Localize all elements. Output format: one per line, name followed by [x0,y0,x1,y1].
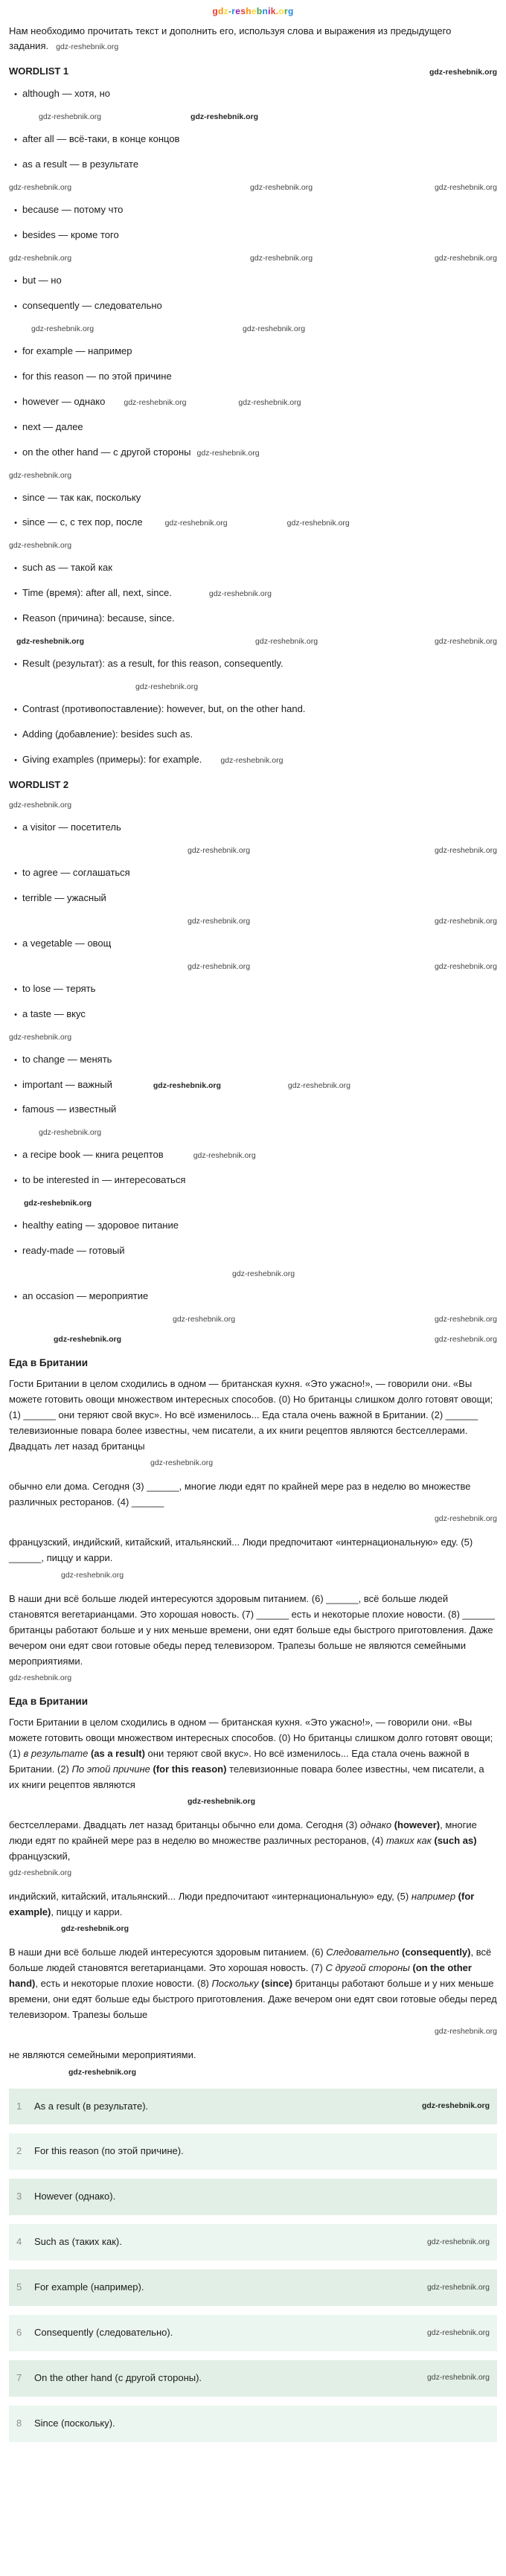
watermark: gdz-reshebnik.org [434,845,497,855]
answer-number: 6 [16,2326,22,2338]
wordlist-item [9,1219,497,1233]
food-answers-heading: Еда в Британии [9,1695,89,1707]
wordlist-item-label: since — с, с тех пор, после [22,516,143,528]
text-segment: (since) [261,1978,293,1990]
wordlist-item [9,203,497,217]
text-segment: (such as) [434,1835,477,1847]
watermark: gdz-reshebnik.org [153,1080,221,1090]
text-segment: Следовательно [326,1947,403,1958]
watermark: gdz-reshebnik.org [434,253,497,263]
wordlist-item-label: but — но [22,274,62,286]
wordlist-item [9,657,497,671]
answer-number: 2 [16,2145,22,2157]
text-segment: британцы работают больше и у них меньше времени, они едят больше еды быстрого приготовления. Даже вечером они едят свои готовые обеды перед телевизором. Трапезы больше [9,1978,497,2021]
bullet-icon: • [14,1010,17,1019]
answer-text: For this reason (по этой причине). [34,2145,184,2157]
bullet-icon: • [14,231,17,241]
bullet-icon: • [14,868,17,878]
watermark: gdz-reshebnik.org [287,1080,350,1090]
answer-row [9,2179,497,2215]
bullet-icon: • [14,347,17,356]
wordlist-item-label: terrible — ужасный [22,891,106,903]
watermark-row [9,2068,497,2077]
wordlist1-heading: WORDLIST 1 [9,65,69,77]
text-segment: французский, [9,1851,71,1862]
wordlist-item-label: healthy eating — здоровое питание [22,1220,179,1231]
answers-paragraph [9,1714,497,1792]
watermark: gdz-reshebnik.org [135,682,199,692]
wordlist-item [9,446,497,460]
answer-text: On the other hand (с другой стороны). [34,2371,202,2383]
bullet-icon: • [14,90,17,100]
watermark: gdz-reshebnik.org [68,2067,137,2077]
bullet-icon: • [14,372,17,382]
answer-row [9,2269,497,2306]
wordlist2-header [9,779,497,790]
wordlist-item [9,1148,497,1162]
bullet-icon: • [14,135,17,145]
watermark: gdz-reshebnik.org [238,397,301,407]
watermark: gdz-reshebnik.org [190,112,259,122]
wordlist-item [9,299,497,313]
watermark: gdz-reshebnik.org [426,2282,490,2292]
watermark: gdz-reshebnik.org [434,1335,497,1345]
watermark: gdz-reshebnik.org [434,961,497,971]
watermark: gdz-reshebnik.org [286,519,350,528]
wordlist-item [9,420,497,435]
watermark: gdz-reshebnik.org [9,541,72,551]
bullet-icon: • [14,423,17,432]
wordlist-item-label: because — потому что [22,204,124,216]
bullet-icon: • [14,564,17,574]
wordlist-item [9,395,497,409]
task-paragraph: обычно ели дома. Сегодня (3) ______, многие люди едят по крайней мере раз в неделю во множестве различных ресторанов. (4) ______ [9,1481,471,1508]
watermark-row [9,112,497,121]
text-segment: , многие люди едят по крайней мере раз в неделю во множестве различных ресторанов, (4) [9,1819,477,1847]
text-segment: таких как [385,1835,435,1847]
text-segment: в результате [23,1747,91,1759]
wordlist-item-label: however — однако [22,395,106,407]
wordlist-item [9,345,497,359]
watermark-row [9,183,497,192]
watermark: gdz-reshebnik.org [250,253,313,263]
wordlist-item-label: besides — кроме того [22,229,119,241]
watermark: gdz-reshebnik.org [16,637,85,647]
bullet-icon: • [14,1055,17,1065]
watermark: gdz-reshebnik.org [243,324,306,333]
wordlist-item [9,1244,497,1258]
watermark: gdz-reshebnik.org [426,2327,490,2337]
text-segment: они теряют свой вкус». Но всё изменилось... Еда стала очень важной в Британии. (2) [9,1747,470,1775]
bullet-icon: • [14,1222,17,1231]
answer-text: However (однако). [34,2191,116,2202]
text-segment: например [411,1891,458,1903]
answer-row [9,2406,497,2442]
watermark-row [9,1673,497,1682]
wordlist-item-label: Reason (причина): because, since. [22,612,175,624]
wordlist-item [9,158,497,172]
wordlist-item-label: to agree — соглашаться [22,866,130,878]
wordlist-item-label: as a result — в результате [22,158,139,170]
text-segment: В наши дни всё больше людей интересуются здоровым питанием. (6) [9,1947,327,1958]
text-segment: По этой причине [71,1763,153,1775]
answer-row [9,2224,497,2261]
bullet-icon: • [14,448,17,458]
wordlist-item-label: to change — менять [22,1053,112,1065]
wordlist-item [9,274,497,288]
watermark-row [9,2027,497,2036]
watermark: gdz-reshebnik.org [9,253,72,263]
text-segment: индийский, китайский, итальянский... Люди предпочитают «интернациональную» еду, (5) [9,1891,411,1903]
text-segment: , всё больше людей становятся вегетарианцами. Это хорошая новость. (7) [9,1947,492,1974]
watermark-row [9,254,497,263]
wordlist-item [9,228,497,243]
watermark: gdz-reshebnik.org [164,519,228,528]
wordlist-item [9,753,497,767]
wordlist-item [9,937,497,951]
watermark-row [9,1269,497,1278]
wordlist-item-label: ready-made — готовый [22,1245,125,1257]
intro-label: Нам необходимо прочитать текст и дополнить его, используя слова и выражения из предыдущего задания. [9,25,452,52]
watermark: gdz-reshebnik.org [434,1315,497,1324]
wordlist-item-label: Time (время): after all, next, since. [22,587,172,599]
watermark-row [9,846,497,855]
wordlist-item-label: after all — всё-таки, в конце концов [22,133,180,145]
watermark-row [9,962,497,971]
watermark: gdz-reshebnik.org [188,1796,256,1806]
watermark-row [9,637,497,646]
answer-number: 1 [16,2100,22,2112]
intro-text [9,24,497,54]
watermark: gdz-reshebnik.org [9,1673,72,1682]
watermark: gdz-reshebnik.org [124,397,187,407]
wordlist-item [9,561,497,575]
wordlist-item [9,1007,497,1022]
watermark: gdz-reshebnik.org [255,637,318,647]
watermark: gdz-reshebnik.org [426,2237,490,2246]
wordlist-item [9,370,497,384]
wordlist-item [9,1289,497,1304]
watermark-row [9,1315,497,1324]
wordlist-item [9,612,497,626]
answer-row [9,2360,497,2397]
task-paragraph: Гости Британии в целом сходились в одном — британская кухня. «Это ужасно!», — говорили они. «Вы можете готовить овощи множеством интересных способов. (0) Но британцы слишком долго готовят овощи; (1) ______ они теряют свой вкус». Но всё изменилось... Еда стала очень важной в Британии. (2) ______ телевизионные повара более известны, чем писатели, а их книги рецептов являются бестселлерами. Двадцать лет назад британцы [9,1378,493,1452]
bullet-icon: • [14,1176,17,1186]
watermark-row [9,1335,497,1344]
wordlist-item [9,1078,497,1092]
text-segment: (however) [394,1819,441,1830]
wordlist-item-label: consequently — следовательно [22,299,162,311]
bullet-icon: • [14,705,17,715]
wordlist-item [9,516,497,530]
watermark-row [9,1868,497,1877]
bullet-icon: • [14,1151,17,1161]
answer-text: Consequently (следовательно). [34,2326,173,2338]
watermark: gdz-reshebnik.org [208,589,272,599]
watermark-row [9,1571,497,1580]
wordlist-item-label: although — хотя, но [22,88,111,100]
watermark: gdz-reshebnik.org [188,961,251,971]
wordlist-item [9,702,497,717]
wordlist-item-label: on the other hand — с другой стороны [22,446,191,458]
wordlist2-heading: WORDLIST 2 [9,778,69,790]
watermark: gdz-reshebnik.org [434,1514,497,1524]
bullet-icon: • [14,1080,17,1090]
watermark: gdz-reshebnik.org [434,2027,497,2037]
text-segment: (on the other hand) [9,1962,472,1990]
bullet-icon: • [14,984,17,994]
answer-row [9,2089,497,2125]
wordlist-item [9,586,497,600]
wordlist-item [9,891,497,906]
wordlist-item-label: important — важный [22,1078,112,1090]
bullet-icon: • [14,276,17,286]
watermark: gdz-reshebnik.org [9,183,72,193]
wordlist-item [9,132,497,147]
bullet-icon: • [14,493,17,503]
watermark-row [9,471,497,480]
answer-number: 7 [16,2371,22,2383]
answer-text: For example (например). [34,2281,144,2293]
watermark: gdz-reshebnik.org [9,1868,72,1878]
wordlist-item-label: for example — например [22,345,132,356]
text-segment: , пиццу и карри. [51,1906,123,1918]
answer-number: 8 [16,2417,22,2429]
bullet-icon: • [14,939,17,949]
watermark: gdz-reshebnik.org [9,1032,72,1042]
watermark: gdz-reshebnik.org [54,1335,122,1345]
watermark-row [9,324,497,333]
answer-list [9,2089,497,2442]
wordlist-item-label: for this reason — по этой причине [22,370,172,382]
wordlist-item [9,1053,497,1067]
wordlist-item [9,866,497,880]
answer-number: 5 [16,2281,22,2293]
watermark: gdz-reshebnik.org [220,756,284,766]
answer-row [9,2133,497,2170]
watermark: gdz-reshebnik.org [188,916,251,926]
watermark: gdz-reshebnik.org [434,637,497,647]
bullet-icon: • [14,731,17,740]
watermark: gdz-reshebnik.org [193,1151,256,1161]
watermark-row [9,1797,497,1806]
answer-number: 4 [16,2236,22,2248]
bullet-icon: • [14,397,17,407]
task-paragraph: В наши дни всё больше людей интересуются здоровым питанием. (6) ______, всё больше людей становятся вегетарианцами. Это хорошая новость. (7) ______ есть и некоторые плохие новости. (8) ______ британцы работают больше и у них меньше времени, они едят больше еды быстрого приготовления. Даже вечером они едят свои готовые обеды перед телевизором. Трапезы больше не являются семейными мероприятиями. [9,1592,495,1667]
bullet-icon: • [14,1292,17,1302]
wordlist-item-label: such as — такой как [22,562,112,574]
wordlist-item-label: a visitor — посетитель [22,821,121,833]
wordlist-item-label: a taste — вкус [22,1007,86,1019]
text-segment: (consequently) [402,1947,471,1958]
wordlist-item-label: Result (результат): as a result, for this reason, consequently. [22,658,284,670]
text-segment: бестселлерами. Двадцать лет назад британцы обычно ели дома. Сегодня (3) [9,1819,360,1830]
watermark: gdz-reshebnik.org [9,470,72,480]
watermark-row [9,1514,497,1523]
wordlist-item-label: next — далее [22,420,83,432]
watermark: gdz-reshebnik.org [9,800,72,810]
watermark-row [9,801,497,810]
wordlist-item [9,728,497,742]
watermark-row [9,917,497,926]
text-segment: (as a result) [90,1747,145,1759]
text-segment: Поскольку [211,1978,262,1990]
watermark: gdz-reshebnik.org [250,183,313,193]
bullet-icon: • [14,756,17,766]
task-paragraph: французский, индийский, китайский, итальянский... Люди предпочитают «интернациональную» еду. (5) ______, пиццу и карри. [9,1537,473,1564]
text-segment: однако [359,1819,394,1830]
bullet-icon: • [14,1106,17,1115]
watermark: gdz-reshebnik.org [434,183,497,193]
wordlist-item [9,821,497,835]
watermark-row [9,682,497,691]
watermark: gdz-reshebnik.org [150,1458,214,1468]
answer-row [9,2315,497,2351]
watermark-row [9,1199,497,1208]
wordlist-item-label: a vegetable — овощ [22,937,112,949]
answers-paragraph [9,1944,497,2022]
wordlist-item-label: since — так как, поскольку [22,491,141,503]
bullet-icon: • [14,894,17,903]
wordlist-item [9,1173,497,1188]
text-segment: (for example) [9,1891,475,1918]
watermark: gdz-reshebnik.org [196,448,260,458]
bullet-icon: • [14,660,17,670]
wordlist-item [9,982,497,996]
text-segment: Гости Британии в целом сходились в одном — британская кухня. «Это ужасно!», — говорили они. «Вы можете готовить овощи множеством интересных способов. (0) Но британцы слишком долго готовят овощи; (1) [9,1716,493,1759]
watermark-row [9,1458,497,1467]
watermark: gdz-reshebnik.org [421,2101,490,2111]
watermark: gdz-reshebnik.org [188,845,251,855]
wordlist-item-label: Adding (добавление): besides such as. [22,728,193,740]
watermark: gdz-reshebnik.org [232,1269,295,1279]
bullet-icon: • [14,615,17,624]
watermark: gdz-reshebnik.org [434,916,497,926]
site-logo[interactable]: gdz-reshebnik.org [212,6,294,16]
wordlist-item-label: to lose — терять [22,982,96,994]
text-segment: (for this reason) [153,1763,227,1775]
wordlist-item-label: Contrast (противопоставление): however, but, on the other hand. [22,703,306,715]
bullet-icon: • [14,823,17,833]
bullet-icon: • [14,301,17,311]
bullet-icon: • [14,589,17,599]
text-segment: телевизионные повара более известны, чем писатели, а их книги рецептов являются [9,1763,484,1790]
wordlist-item [9,1103,497,1117]
wordlist1-header [9,65,497,77]
answers-paragraph [9,1888,497,1920]
bullet-icon: • [14,1247,17,1257]
watermark-row [9,1128,497,1137]
bullet-icon: • [14,161,17,170]
answer-text: Since (поскольку). [34,2417,115,2429]
watermark: gdz-reshebnik.org [39,1128,102,1138]
wordlist-item [9,87,497,101]
watermark: gdz-reshebnik.org [61,1924,129,1934]
wordlist-item [9,491,497,505]
watermark-row [9,1924,497,1933]
answer-text: As a result (в результате). [34,2100,149,2112]
watermark: gdz-reshebnik.org [31,324,95,333]
watermark: gdz-reshebnik.org [429,68,497,77]
watermark: gdz-reshebnik.org [39,112,102,122]
watermark: gdz-reshebnik.org [61,1570,124,1580]
watermark-row [9,541,497,550]
wordlist-item-label: an occasion — мероприятие [22,1290,149,1302]
wordlist-item-label: famous — известный [22,1103,117,1115]
wordlist-item-label: a recipe book — книга рецептов [22,1149,164,1161]
answer-number: 3 [16,2191,22,2202]
answers-paragraph: не являются семейными мероприятиями. [9,2049,196,2061]
watermark: gdz-reshebnik.org [56,42,119,52]
text-segment: , есть и некоторые плохие новости. (8) [35,1978,212,1990]
watermark-row [9,1033,497,1042]
watermark: gdz-reshebnik.org [173,1315,236,1324]
bullet-icon: • [14,519,17,528]
answers-paragraph [9,1817,497,1864]
wordlist-item-label: Giving examples (примеры): for example. [22,754,202,766]
watermark: gdz-reshebnik.org [426,2373,490,2383]
watermark: gdz-reshebnik.org [24,1199,92,1208]
wordlist-item-label: to be interested in — интересоваться [22,1174,186,1186]
food-task-heading: Еда в Британии [9,1357,89,1369]
answer-text: Such as (таких как). [34,2236,122,2248]
bullet-icon: • [14,206,17,216]
text-segment: С другой стороны [325,1962,413,1974]
